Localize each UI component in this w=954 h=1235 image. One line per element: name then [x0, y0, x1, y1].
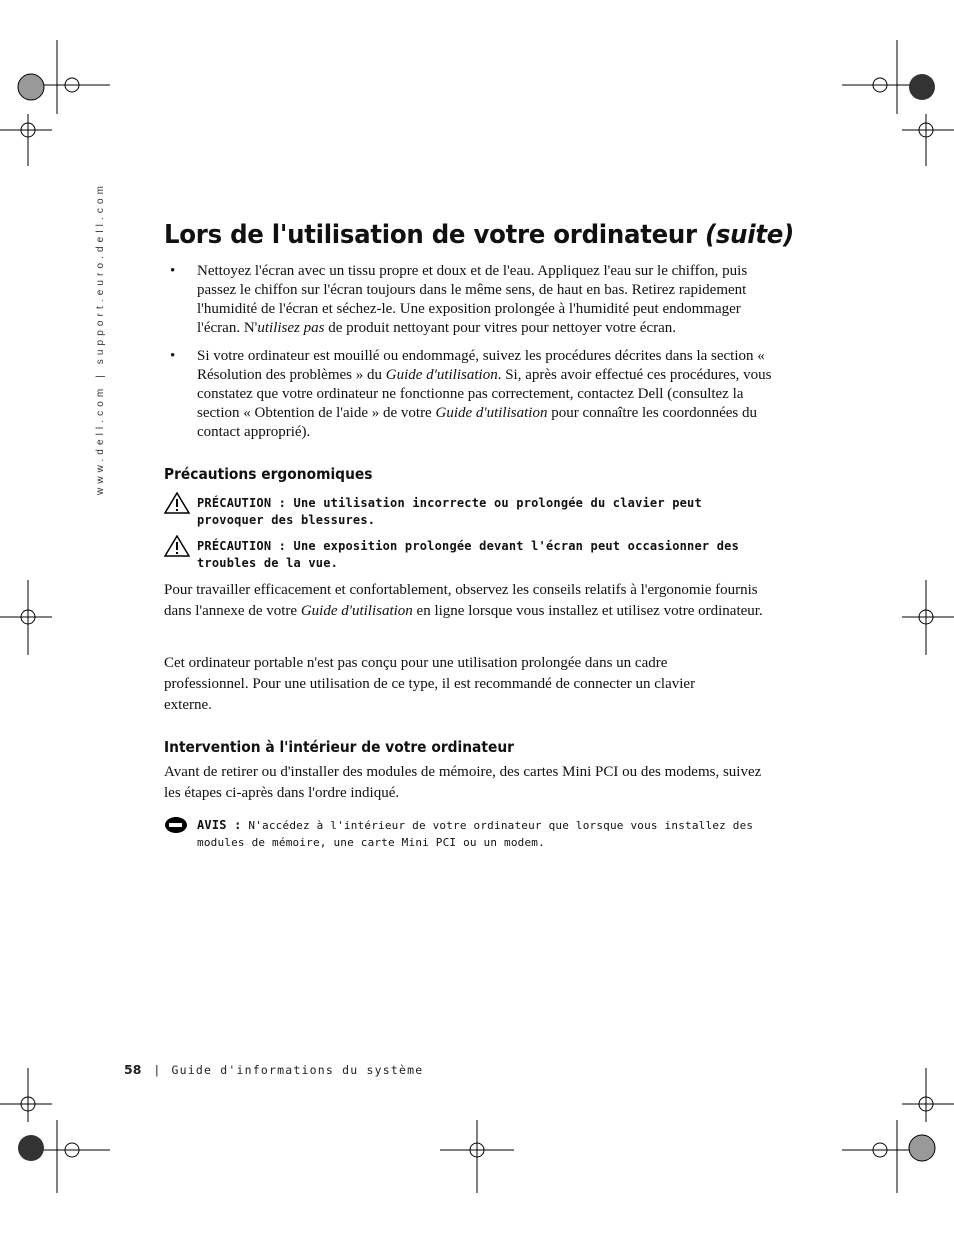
list-item: • Nettoyez l'écran avec un tissu propre et doux et de l'eau. Appliquez l'eau sur le chiffon, puis passez le chiffon sur l'écran toujours dans le même sens, de haut en bas. Retirez rapidement l'humidité de l'écran et séchez-le. Une exposition prolongée à l'humidité peut endommager l'écran. N'utilisez pas de produit nettoyant pour vitres pour nettoyer votre écran. [170, 263, 748, 336]
page-footer [124, 1062, 423, 1077]
paragraph-ergonomics: Pour travailler efficacement et confortablement, observez les conseils relatifs à l'ergonomie fournis dans l'annexe de votre Guide d'utilisation en ligne lorsque vous installez et utilisez votre ordinateur. [164, 582, 763, 619]
section-heading-inside-computer: Intervention à l'intérieur de votre ordinateur [164, 738, 514, 756]
paragraph-laptop-use: Cet ordinateur portable n'est pas conçu pour une utilisation prolongée dans un cadre professionnel. Pour une utilisation de ce type, il est recommandé de connecter un clavier externe. [164, 655, 696, 713]
warning-triangle-icon [164, 492, 190, 514]
notice-hand-icon [164, 814, 190, 836]
side-url: www.dell.com | support.euro.dell.com [95, 181, 106, 495]
page-number: 58 [124, 1062, 142, 1077]
footer-doc-title: Guide d'informations du système [171, 1063, 424, 1077]
list-item: • Si votre ordinateur est mouillé ou endommagé, suivez les procédures décrites dans la section « Résolution des problèmes » du Guide d'utilisation. Si, après avoir effectué ces procédures, vous constatez que votre ordinateur ne fonctionne pas correctement, contactez Dell (consultez la section « Obtention de l'aide » de votre Guide d'utilisation pour connaître les coordonnées du contact approprié). [170, 348, 772, 440]
section-heading-ergonomics: Précautions ergonomiques [164, 465, 373, 483]
bullet-list [164, 262, 774, 451]
warning-triangle-icon [164, 535, 190, 557]
page-title: Lors de l'utilisation de votre ordinateur (suite) [164, 220, 794, 250]
footer-separator: | [153, 1063, 162, 1077]
paragraph-before-removing: Avant de retirer ou d'installer des modules de mémoire, des cartes Mini PCI ou des modems, suivez les étapes ci-après dans l'ordre indiqué. [164, 764, 762, 801]
